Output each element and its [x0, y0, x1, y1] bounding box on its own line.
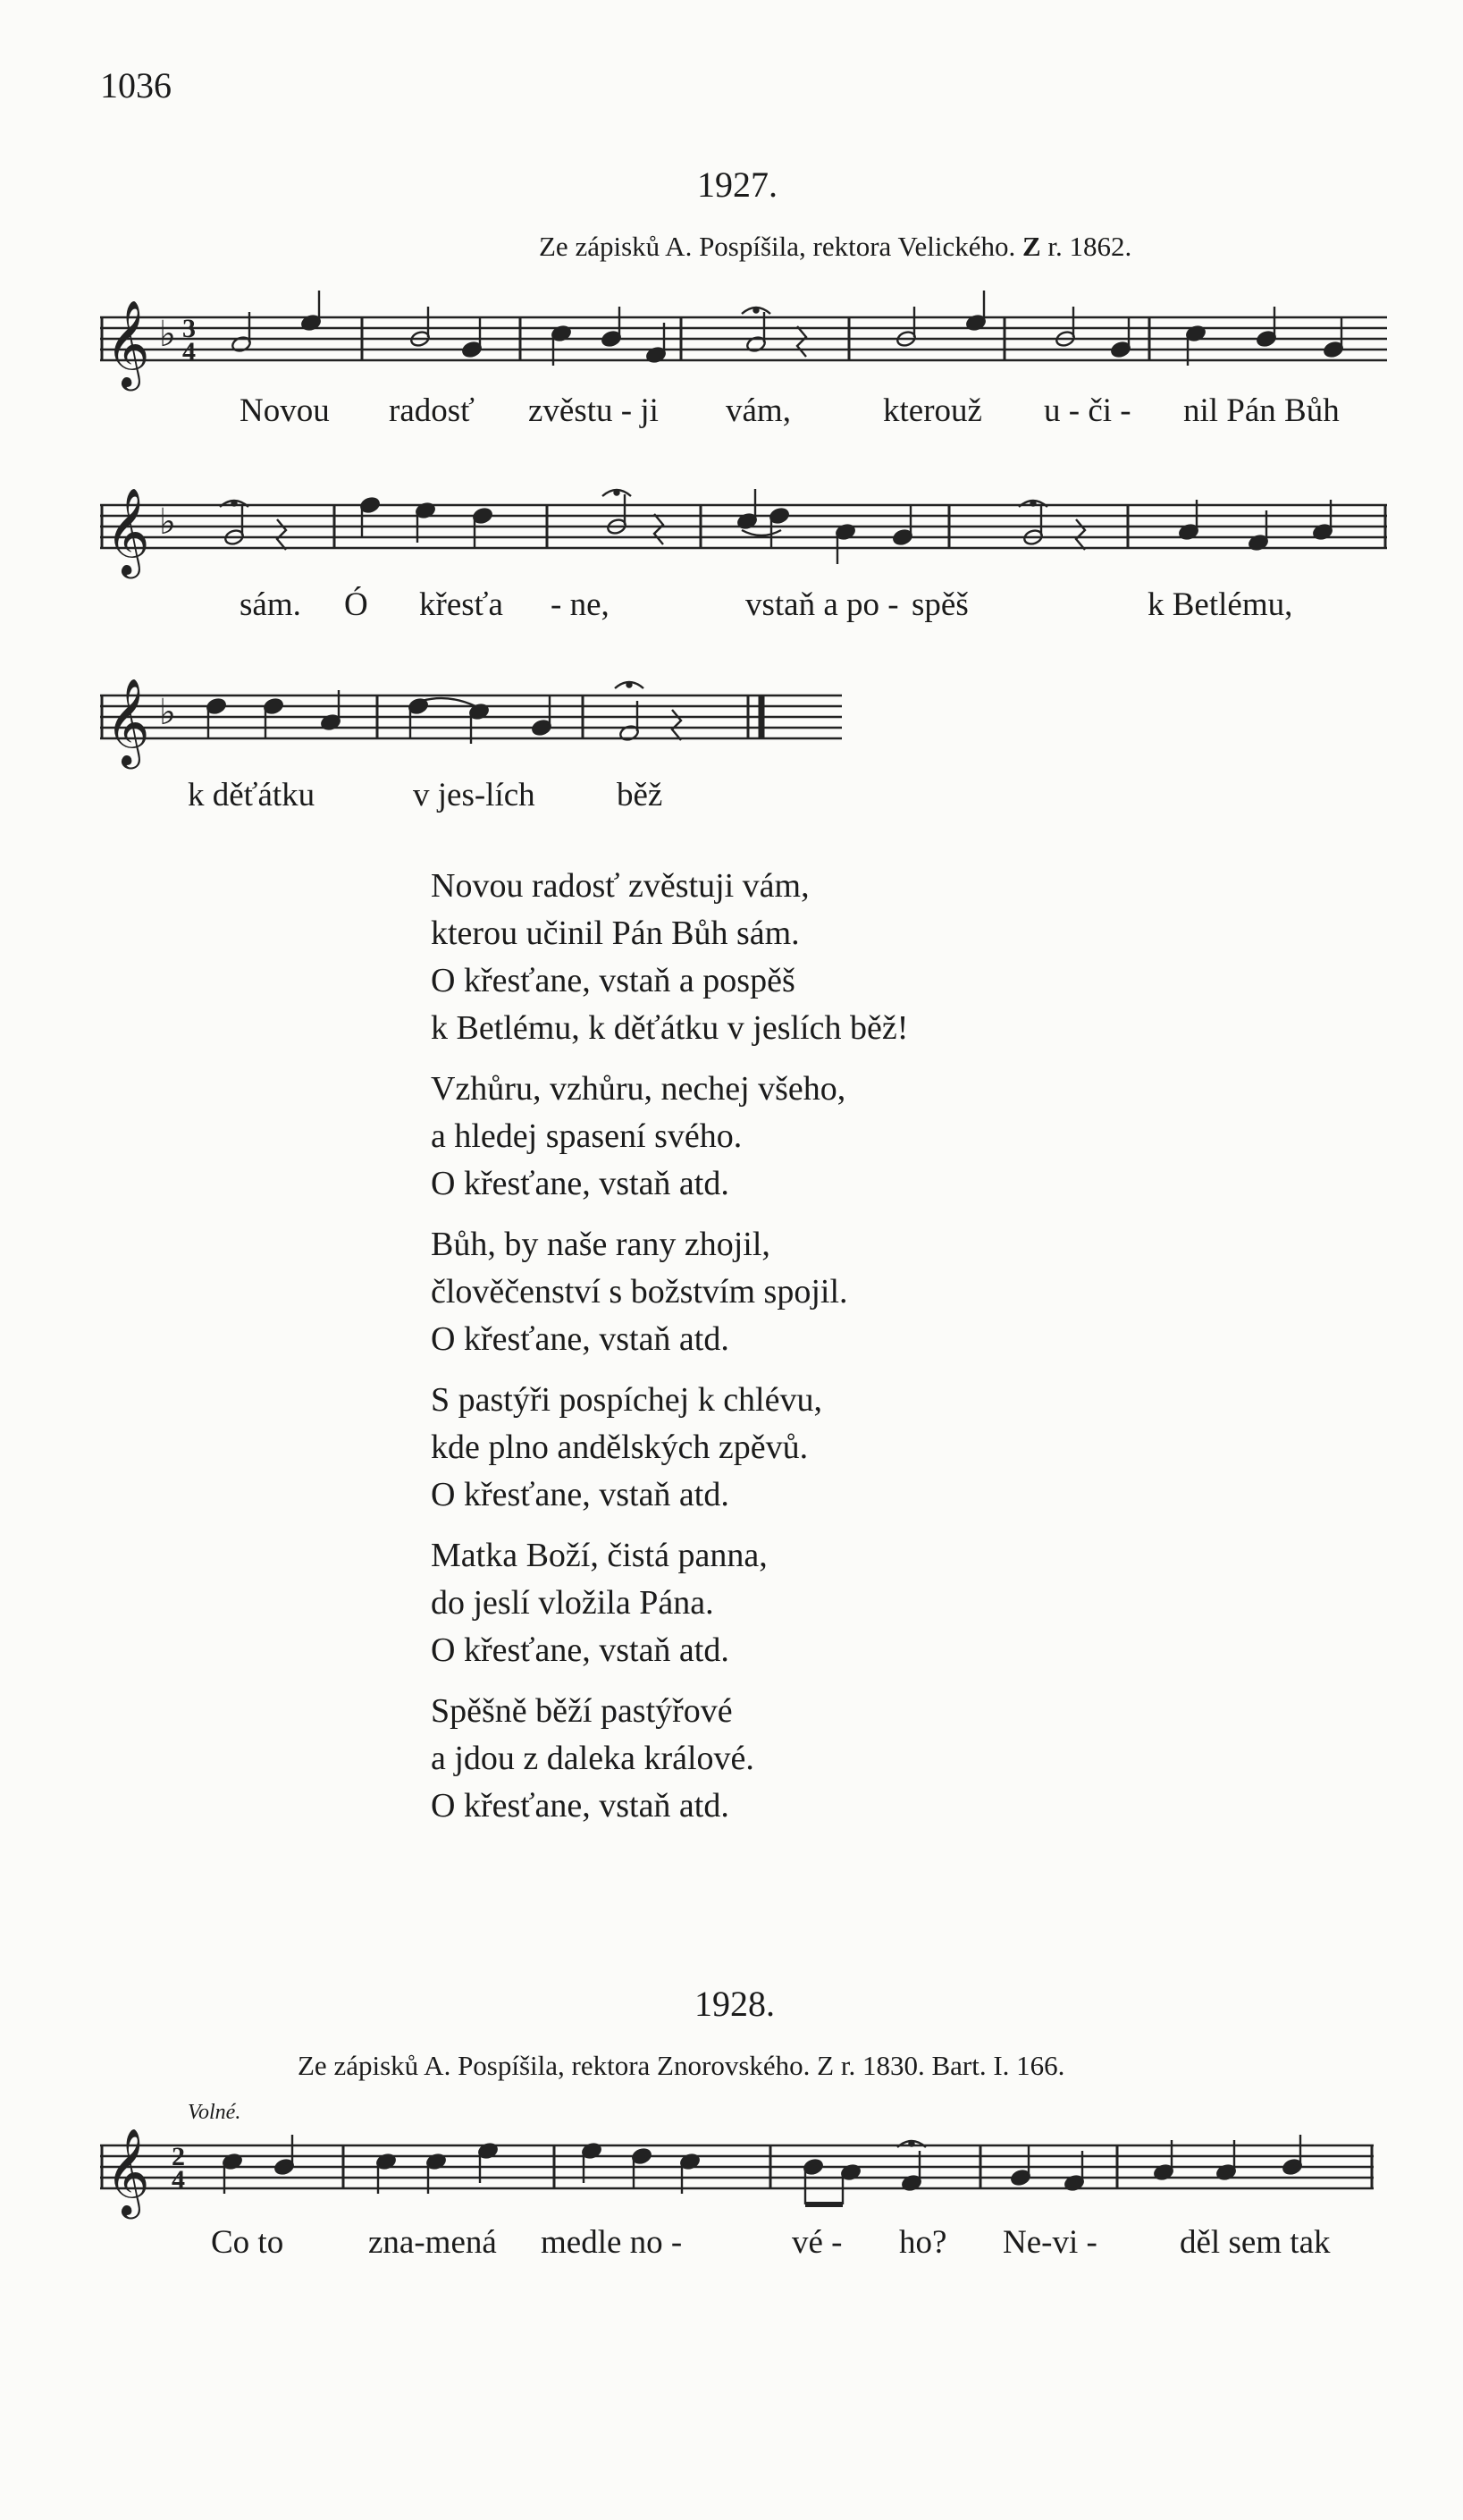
- lyric-syllable: vám,: [726, 392, 791, 429]
- lyric-syllable: Ó: [344, 586, 368, 623]
- stanza: [431, 1221, 908, 1363]
- time-sig-top: 3: [182, 314, 196, 343]
- song-source: [298, 2050, 1064, 2082]
- verse-line: O křesťane, vstaň atd.: [431, 1631, 729, 1669]
- lyrics-line-1: [0, 392, 1463, 436]
- lyric-syllable: - ne,: [551, 586, 610, 623]
- source-citation: Bart. I. 166.: [931, 2050, 1065, 2081]
- verse-line: do jeslí vložila Pána.: [431, 1584, 714, 1622]
- treble-clef-icon: 𝄞: [105, 678, 150, 765]
- lyric-syllable: spěš: [912, 586, 969, 623]
- lyric-syllable: v jes-lích: [413, 777, 535, 813]
- flat-icon: ♭: [159, 314, 176, 355]
- tempo-marking: Volné.: [188, 2101, 241, 2124]
- verse-line: Bůh, by naše rany zhojil,: [431, 1226, 770, 1263]
- lyric-syllable: nil Pán Bůh: [1183, 392, 1340, 429]
- time-sig-top: 2: [172, 2142, 185, 2171]
- lyric-syllable: běž: [617, 777, 663, 813]
- verse-line: a hledej spasení svého.: [431, 1117, 743, 1155]
- verse-line: O křesťane, vstaň atd.: [431, 1165, 729, 1202]
- music-staff-2: [100, 487, 1387, 575]
- lyrics-line-2: [0, 586, 1463, 630]
- lyric-syllable: k Betlému,: [1148, 586, 1293, 623]
- lyric-syllable: kterouž: [883, 392, 982, 429]
- source-text: Ze zápisků A. Pospíšila, rektora Velického.: [539, 231, 1016, 262]
- stanza: [431, 1066, 908, 1208]
- time-sig-bottom: 4: [172, 2165, 185, 2195]
- lyric-syllable: radosť: [389, 392, 475, 429]
- lyric-syllable: sám.: [240, 586, 301, 623]
- lyric-syllable: děl sem tak: [1180, 2224, 1331, 2261]
- song-number: 1928.: [694, 1984, 775, 2024]
- music-staff-3: [100, 678, 842, 763]
- lyric-syllable: Ne-vi -: [1003, 2224, 1097, 2261]
- verse-line: Spěšně běží pastýřové: [431, 1692, 733, 1730]
- lyric-syllable: Co to: [211, 2224, 284, 2261]
- stanza: [431, 1377, 908, 1519]
- lyric-syllable: Novou: [240, 392, 330, 429]
- verse-line: k Betlému, k děťátku v jeslích běž!: [431, 1009, 909, 1047]
- song-source: [539, 231, 1131, 263]
- lyric-syllable: u - či -: [1044, 392, 1131, 429]
- verse-line: O křesťane, vstaň a pospěš: [431, 962, 795, 999]
- flat-icon: ♭: [159, 692, 176, 733]
- verse-line: O křesťane, vstaň atd.: [431, 1476, 729, 1513]
- lyrics-line-4: [0, 2223, 1463, 2268]
- lyric-syllable: k děťátku: [188, 777, 315, 813]
- lyric-syllable: křesťa: [419, 586, 503, 623]
- treble-clef-icon: 𝄞: [105, 2128, 150, 2215]
- verse-line: kterou učinil Pán Bůh sám.: [431, 914, 800, 952]
- lyric-syllable: vstaň a po -: [745, 586, 899, 623]
- verse-line: kde plno andělských zpěvů.: [431, 1429, 809, 1466]
- lyric-syllable: ho?: [899, 2224, 947, 2261]
- stanza: [431, 1688, 908, 1830]
- treble-clef-icon: 𝄞: [105, 299, 150, 387]
- time-sig-bottom: 4: [182, 337, 196, 367]
- source-year: r. 1862.: [1047, 231, 1132, 262]
- verse-line: O křesťane, vstaň atd.: [431, 1787, 729, 1825]
- lyric-syllable: zna-mená: [368, 2224, 497, 2261]
- lyric-syllable: zvěstu - ji: [528, 392, 659, 429]
- verse-line: Vzhůru, vzhůru, nechej všeho,: [431, 1070, 846, 1108]
- lyrics-line-3: [0, 776, 1463, 821]
- song-number: 1927.: [697, 164, 778, 205]
- verse-line: Novou radosť zvěstuji vám,: [431, 867, 810, 905]
- verse-line: Matka Boží, čistá panna,: [431, 1537, 768, 1574]
- treble-clef-icon: 𝄞: [105, 487, 150, 575]
- source-text: Ze zápisků A. Pospíšila, rektora Znorovského. Z r. 1830.: [298, 2050, 925, 2081]
- verse-line: O křesťane, vstaň atd.: [431, 1320, 729, 1358]
- lyric-syllable: vé -: [792, 2224, 843, 2261]
- lyric-syllable: medle no -: [541, 2224, 683, 2261]
- stanza: [431, 863, 908, 1052]
- music-staff-4: [100, 2128, 1374, 2215]
- music-staff-1: [100, 299, 1387, 387]
- source-year-label: Z: [1022, 231, 1041, 262]
- verse-line: S pastýři pospíchej k chlévu,: [431, 1381, 822, 1419]
- page-number: 1036: [100, 65, 172, 105]
- verse-line: a jdou z daleka králové.: [431, 1740, 754, 1777]
- verses: [431, 863, 908, 1843]
- flat-icon: ♭: [159, 501, 176, 543]
- stanza: [431, 1532, 908, 1674]
- verse-line: člověčenství s božstvím spojil.: [431, 1273, 848, 1311]
